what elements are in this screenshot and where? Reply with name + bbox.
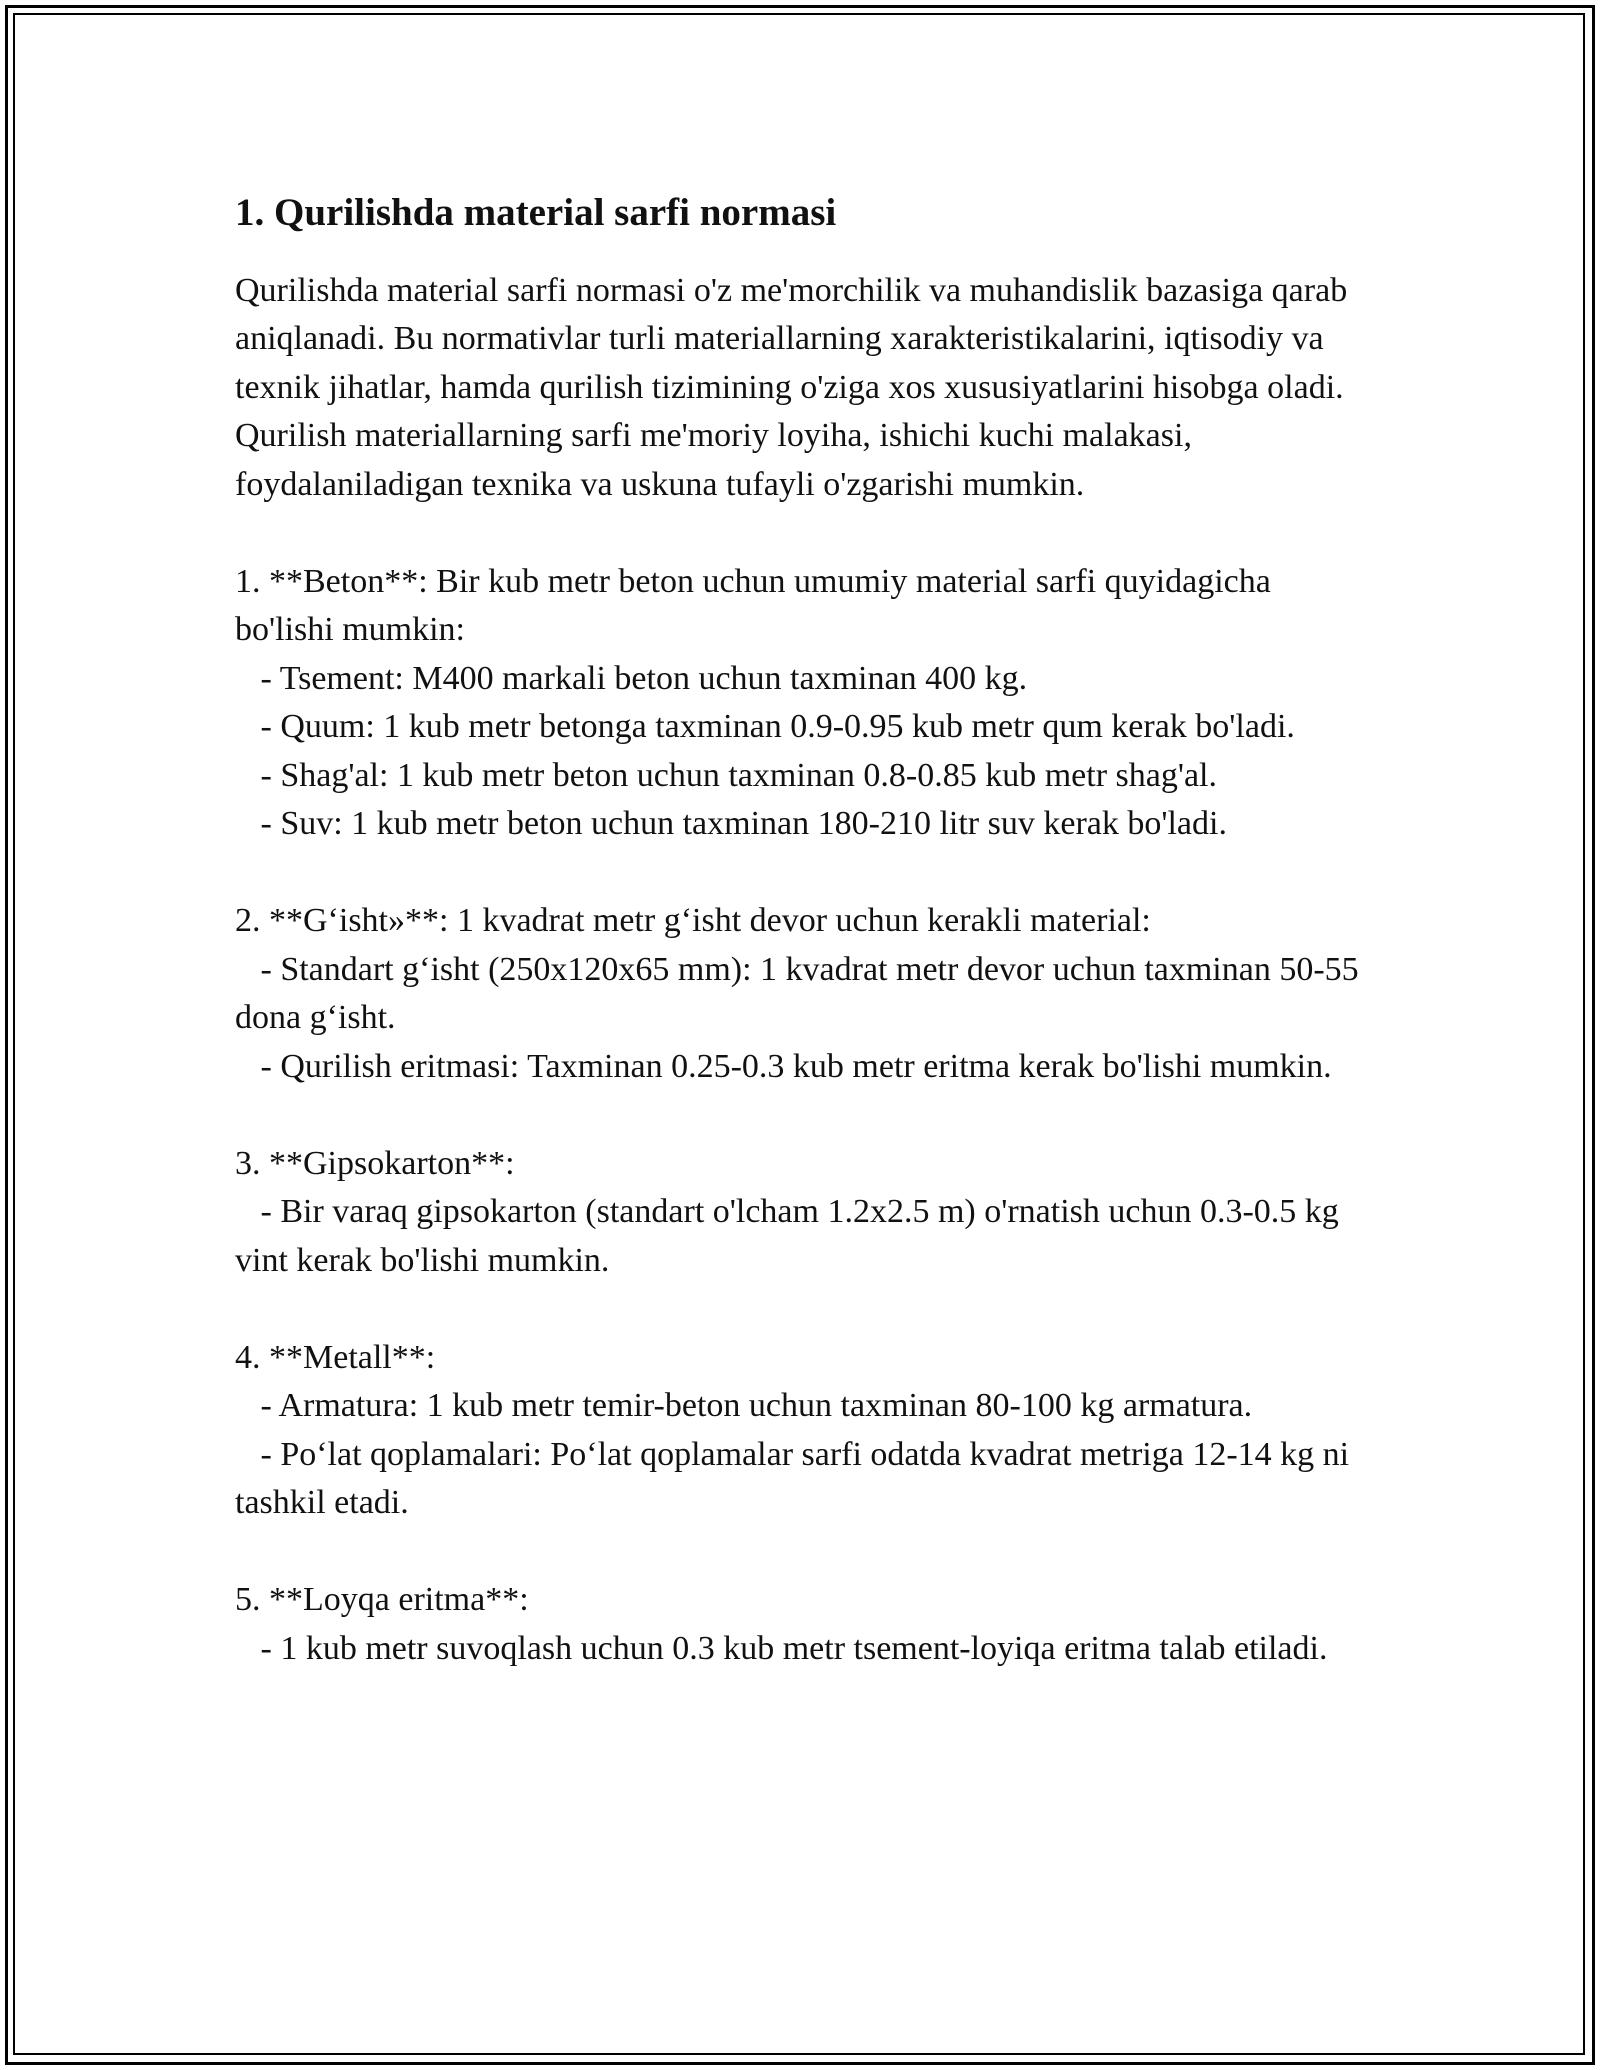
list-item: - Quum: 1 kub metr betonga taxminan 0.9-0.95 kub metr qum kerak bo'ladi.	[235, 708, 1295, 746]
section-heading: 4. **Metall**:	[235, 1338, 436, 1376]
document-body	[235, 182, 1375, 1673]
spacer	[235, 849, 1375, 898]
section-gipsokarton	[235, 1140, 1375, 1286]
section-beton	[235, 558, 1375, 849]
intro-paragraph: Qurilishda material sarfi normasi o'z me'morchilik va muhandislik bazasiga qarab aniqlanadi. Bu normativlar turli materiallarning xarakteristikalarini, iqtisodiy va texnik jihatlar, hamda qurilish tizimining o'ziga xos xususiyatlarini hisobga oladi. Qurilish materiallarning sarfi me'moriy loyiha, ishichi kuchi malakasi, foydalaniladigan texnika va uskuna tufayli o'zgarishi mumkin.	[235, 271, 1356, 503]
spacer	[235, 1285, 1375, 1334]
document-title: 1. Qurilishda material sarfi normasi	[235, 191, 837, 234]
spacer	[235, 1528, 1375, 1577]
list-item: - Standart g‘isht (250x120x65 mm): 1 kvadrat metr devor uchun taxminan 50-55 dona g‘isht.	[235, 950, 1368, 1037]
list-item: - Armatura: 1 kub metr temir-beton uchun taxminan 80-100 kg armatura.	[235, 1387, 1253, 1425]
list-item: - Qurilish eritmasi: Taxminan 0.25-0.3 kub metr eritma kerak bo'lishi mumkin.	[235, 1047, 1332, 1085]
list-item: - Shag'al: 1 kub metr beton uchun taxminan 0.8-0.85 kub metr shag'al.	[235, 756, 1217, 794]
section-gisht	[235, 897, 1375, 1091]
section-heading: 5. **Loyqa eritma**:	[235, 1581, 529, 1619]
section-heading: 2. **G‘isht»**: 1 kvadrat metr g‘isht devor uchun kerakli material:	[235, 902, 1151, 940]
section-loyqa-eritma	[235, 1576, 1375, 1673]
spacer	[235, 509, 1375, 558]
list-item: - Po‘lat qoplamalari: Po‘lat qoplamalar sarfi odatda kvadrat metriga 12-14 kg ni tashkil etadi.	[235, 1435, 1358, 1522]
section-metall	[235, 1334, 1375, 1528]
section-heading: 1. **Beton**: Bir kub metr beton uchun umumiy material sarfi quyidagicha bo'lishi mumkin:	[235, 562, 1280, 649]
list-item: - Bir varaq gipsokarton (standart o'lcham 1.2x2.5 m) o'rnatish uchun 0.3-0.5 kg vint kerak bo'lishi mumkin.	[235, 1193, 1348, 1279]
section-heading: 3. **Gipsokarton**:	[235, 1144, 515, 1182]
sections-container	[235, 509, 1375, 1673]
list-item: - Suv: 1 kub metr beton uchun taxminan 180-210 litr suv kerak bo'ladi.	[235, 805, 1227, 843]
spacer	[235, 1091, 1375, 1140]
list-item: - Tsement: M400 markali beton uchun taxminan 400 kg.	[235, 659, 1028, 697]
list-item: - 1 kub metr suvoqlash uchun 0.3 kub metr tsement-loyiqa eritma talab etiladi.	[235, 1629, 1328, 1667]
